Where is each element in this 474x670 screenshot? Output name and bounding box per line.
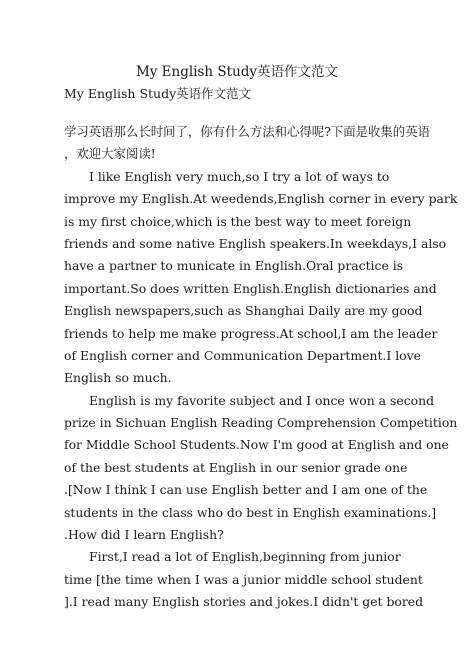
body-line: students in the class who do best in English examinations.] bbox=[64, 504, 437, 520]
body-line: English so much. bbox=[64, 370, 172, 386]
body-line: English is my favorite subject and I once won a second bbox=[89, 392, 435, 408]
document-body bbox=[64, 121, 458, 614]
body-line: friends and some native English speakers.In weekdays,I also bbox=[64, 235, 447, 251]
body-line: improve my English.At weedends,English corner in every park bbox=[64, 191, 458, 207]
document-subtitle: My English Study英语作文范文 bbox=[64, 86, 252, 101]
body-line: prize in Sichuan English Reading Comprehension Competition bbox=[64, 415, 458, 431]
body-line: ].I read many English stories and jokes.I didn't get bored bbox=[64, 594, 424, 610]
body-line: of the best students at English in our senior grade one bbox=[64, 459, 408, 475]
body-line: is my first choice,which is the best way to meet foreign bbox=[64, 213, 412, 229]
body-line: .How did I learn English? bbox=[64, 527, 224, 543]
body-line: important.So does written English.English dictionaries and bbox=[64, 280, 437, 296]
body-line: have a partner to municate in English.Oral practice is bbox=[64, 258, 404, 274]
body-line: time [the time when I was a junior middle school student bbox=[64, 571, 423, 587]
page-title: My English Study英语作文范文 bbox=[135, 64, 339, 80]
body-line: First,I read a lot of English,beginning from junior bbox=[89, 549, 401, 565]
body-line: .[Now I think I can use English better and I am one of the bbox=[64, 482, 428, 498]
body-line: I like English very much,so I try a lot of ways to bbox=[89, 168, 390, 184]
body-line: for Middle School Students.Now I'm good at English and one bbox=[64, 437, 449, 453]
body-line: of English corner and Communication Department.I love bbox=[64, 347, 421, 363]
body-line: English newspapers,such as Shanghai Daily are my good bbox=[64, 303, 423, 319]
body-line: 学习英语那么长时间了，你有什么方法和心得呢?下面是收集的英语 bbox=[64, 124, 430, 139]
body-line: friends to help me make progress.At school,I am the leader bbox=[64, 325, 438, 341]
body-line: ，欢迎大家阅读! bbox=[64, 146, 156, 162]
